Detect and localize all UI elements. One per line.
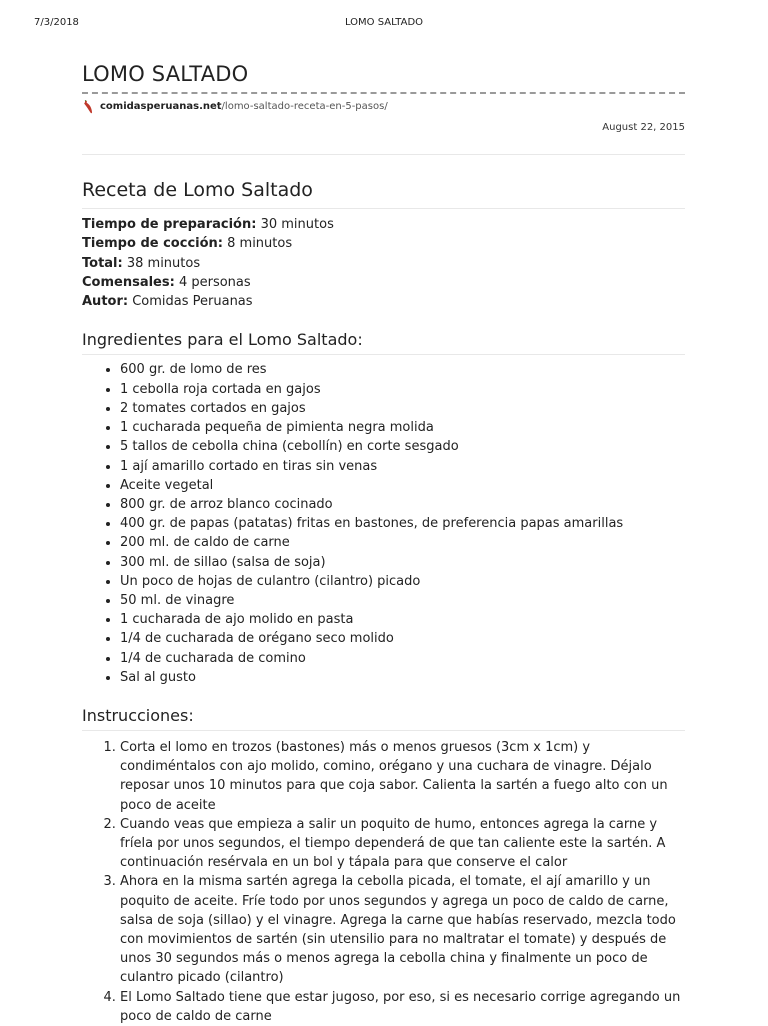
meta-value: 38 minutos [122,255,201,271]
meta-value: 30 minutos [256,217,334,232]
ingredient-item: • Aceite vegetal [120,476,685,495]
source-line [82,99,685,115]
divider [82,354,685,355]
source-path[interactable]: /lomo-saltado-receta-en-5-pasos/ [221,101,388,112]
ingredients-heading: Ingredientes para el Lomo Saltado: [82,330,363,350]
ingredient-item: • 5 tallos de cebolla china (cebollín) en corte sesgado [120,437,685,456]
meta-author [82,292,685,311]
meta-label: Tiempo de preparación: [82,217,257,232]
meta-cook-time [82,234,685,253]
instruction-step: 4. El Lomo Saltado tiene que estar jugoso, por eso, si es necesario corrige agregando un poco de caldo de carne [120,988,685,1026]
meta-prep-time [82,215,685,234]
instruction-step: 1. Corta el lomo en trozos (bastones) más o menos gruesos (3cm x 1cm) y condiméntalos con ajo molido, comino, orégano y una cuchara de vinagre. Déjalo reposar unos 10 minutos para que coja sabor. Calienta la sartén a fuego alto con un poco de aceite [120,738,685,815]
meta-value: 4 personas [174,274,251,290]
ingredient-item: • 1/4 de cucharada de comino [120,649,685,668]
article-content [82,58,685,1026]
ingredient-item: • Un poco de hojas de culantro (cilantro) picado [120,572,685,591]
divider [82,208,685,209]
ingredient-item: • 400 gr. de papas (patatas) fritas en bastones, de preferencia papas amarillas [120,514,685,533]
dashed-divider [82,92,685,94]
ingredient-item: • Sal al gusto [120,668,685,687]
ingredient-item: • 1 cucharada pequeña de pimienta negra molida [120,418,685,437]
ingredient-item: • 600 gr. de lomo de res [120,360,685,379]
ingredient-item: • 1/4 de cucharada de orégano seco molido [120,629,685,648]
source-domain-link[interactable]: comidasperuanas.net [100,101,222,112]
publish-date: August 22, 2015 [602,122,685,133]
divider [82,730,685,731]
ingredient-item: • 200 ml. de caldo de carne [120,533,685,552]
print-title: LOMO SALTADO [344,17,424,28]
chili-pepper-icon [82,100,94,114]
instructions-heading: Instrucciones: [82,705,194,725]
divider [82,154,685,155]
ingredients-list [82,360,685,686]
meta-label: Total: [82,255,123,271]
ingredient-item: • 300 ml. de sillao (salsa de soja) [120,553,685,572]
recipe-meta [82,215,685,311]
instructions-list [82,738,685,1026]
instruction-step: 2. Cuando veas que empieza a salir un poquito de humo, entonces agrega la carne y fríela por unos segundos, el tiempo dependerá de que tan caliente este la sartén. A continuación resérvala en un bol y tápala para que conserve el calor [120,815,685,873]
instruction-step: 3. Ahora en la misma sartén agrega la cebolla picada, el tomate, el ají amarillo y un poquito de aceite. Fríe todo por unos segundos y agrega un poco de caldo de carne, salsa de soja (sillao) y el vinagre. Agrega la carne que habías reservado, mezcla todo con movimientos de sartén (sin utensilio para no maltratar el tomate) y después de unos 30 segundos más o menos agrega la cebolla china y finalmente un poco de culantro picado (cilantro) [120,872,685,987]
ingredient-item: • 1 cucharada de ajo molido en pasta [120,610,685,629]
meta-value: Comidas Peruanas [128,294,253,310]
page-title: LOMO SALTADO [82,62,249,86]
meta-total-time [82,254,685,273]
meta-label: Tiempo de cocción: [82,236,223,252]
recipe-heading: Receta de Lomo Saltado [82,179,313,201]
ingredient-item: • 50 ml. de vinagre [120,591,685,610]
print-date: 7/3/2018 [34,17,79,28]
ingredient-item: • 1 ají amarillo cortado en tiras sin venas [120,457,685,476]
ingredient-item: • 2 tomates cortados en gajos [120,399,685,418]
meta-servings [82,273,685,292]
meta-value: 8 minutos [223,236,293,252]
ingredient-item: • 800 gr. de arroz blanco cocinado [120,495,685,514]
ingredient-item: • 1 cebolla roja cortada en gajos [120,380,685,399]
meta-label: Comensales: [82,274,175,290]
meta-label: Autor: [82,294,129,310]
print-header [0,17,768,31]
